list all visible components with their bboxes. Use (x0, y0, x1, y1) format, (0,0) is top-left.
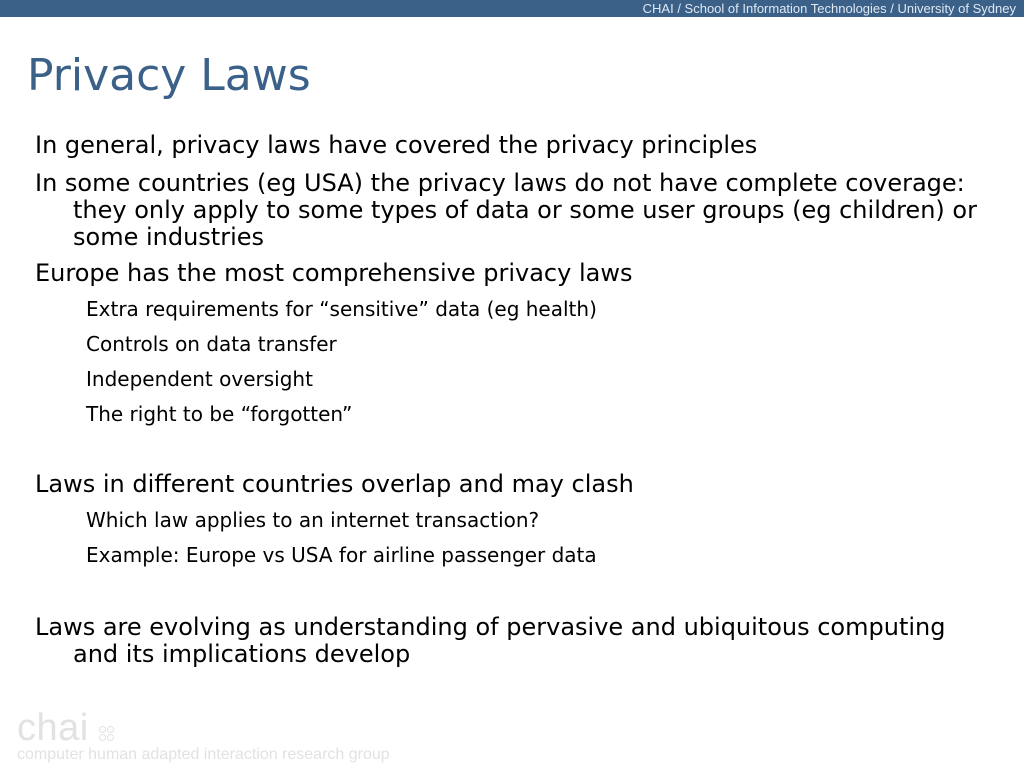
bullet-item: In some countries (eg USA) the privacy laws do not have complete coverage: they only apply to some types of data or some user groups (eg children) or some industries (35, 169, 977, 251)
sub-bullet-item: The right to be “forgotten” (86, 402, 353, 426)
slide-body (35, 132, 985, 668)
sub-bullet-item: Which law applies to an internet transaction? (86, 508, 540, 532)
bullet-item: Laws in different countries overlap and may clash (35, 470, 634, 498)
bullet-item: Europe has the most comprehensive privacy laws (35, 259, 633, 287)
sub-bullet-item: Independent oversight (86, 367, 313, 391)
chai-logo (17, 706, 390, 764)
header-bar (0, 0, 1024, 17)
bullet-item: Laws are evolving as understanding of pervasive and ubiquitous computing and its implications develop (35, 613, 946, 668)
sub-bullet-item: Extra requirements for “sensitive” data (eg health) (86, 297, 597, 321)
sub-bullet-item: Controls on data transfer (86, 332, 337, 356)
logo-dots-icon (99, 726, 115, 742)
slide-title: Privacy Laws (27, 50, 311, 101)
bullet-item: In general, privacy laws have covered the privacy principles (35, 131, 758, 159)
logo-tagline: computer human adapted interaction research group (17, 746, 390, 763)
logo-word: chai (17, 707, 89, 749)
header-affiliation-text: CHAI / School of Information Technologies / University of Sydney (642, 1, 1016, 16)
sub-bullet-item: Example: Europe vs USA for airline passenger data (86, 543, 597, 567)
